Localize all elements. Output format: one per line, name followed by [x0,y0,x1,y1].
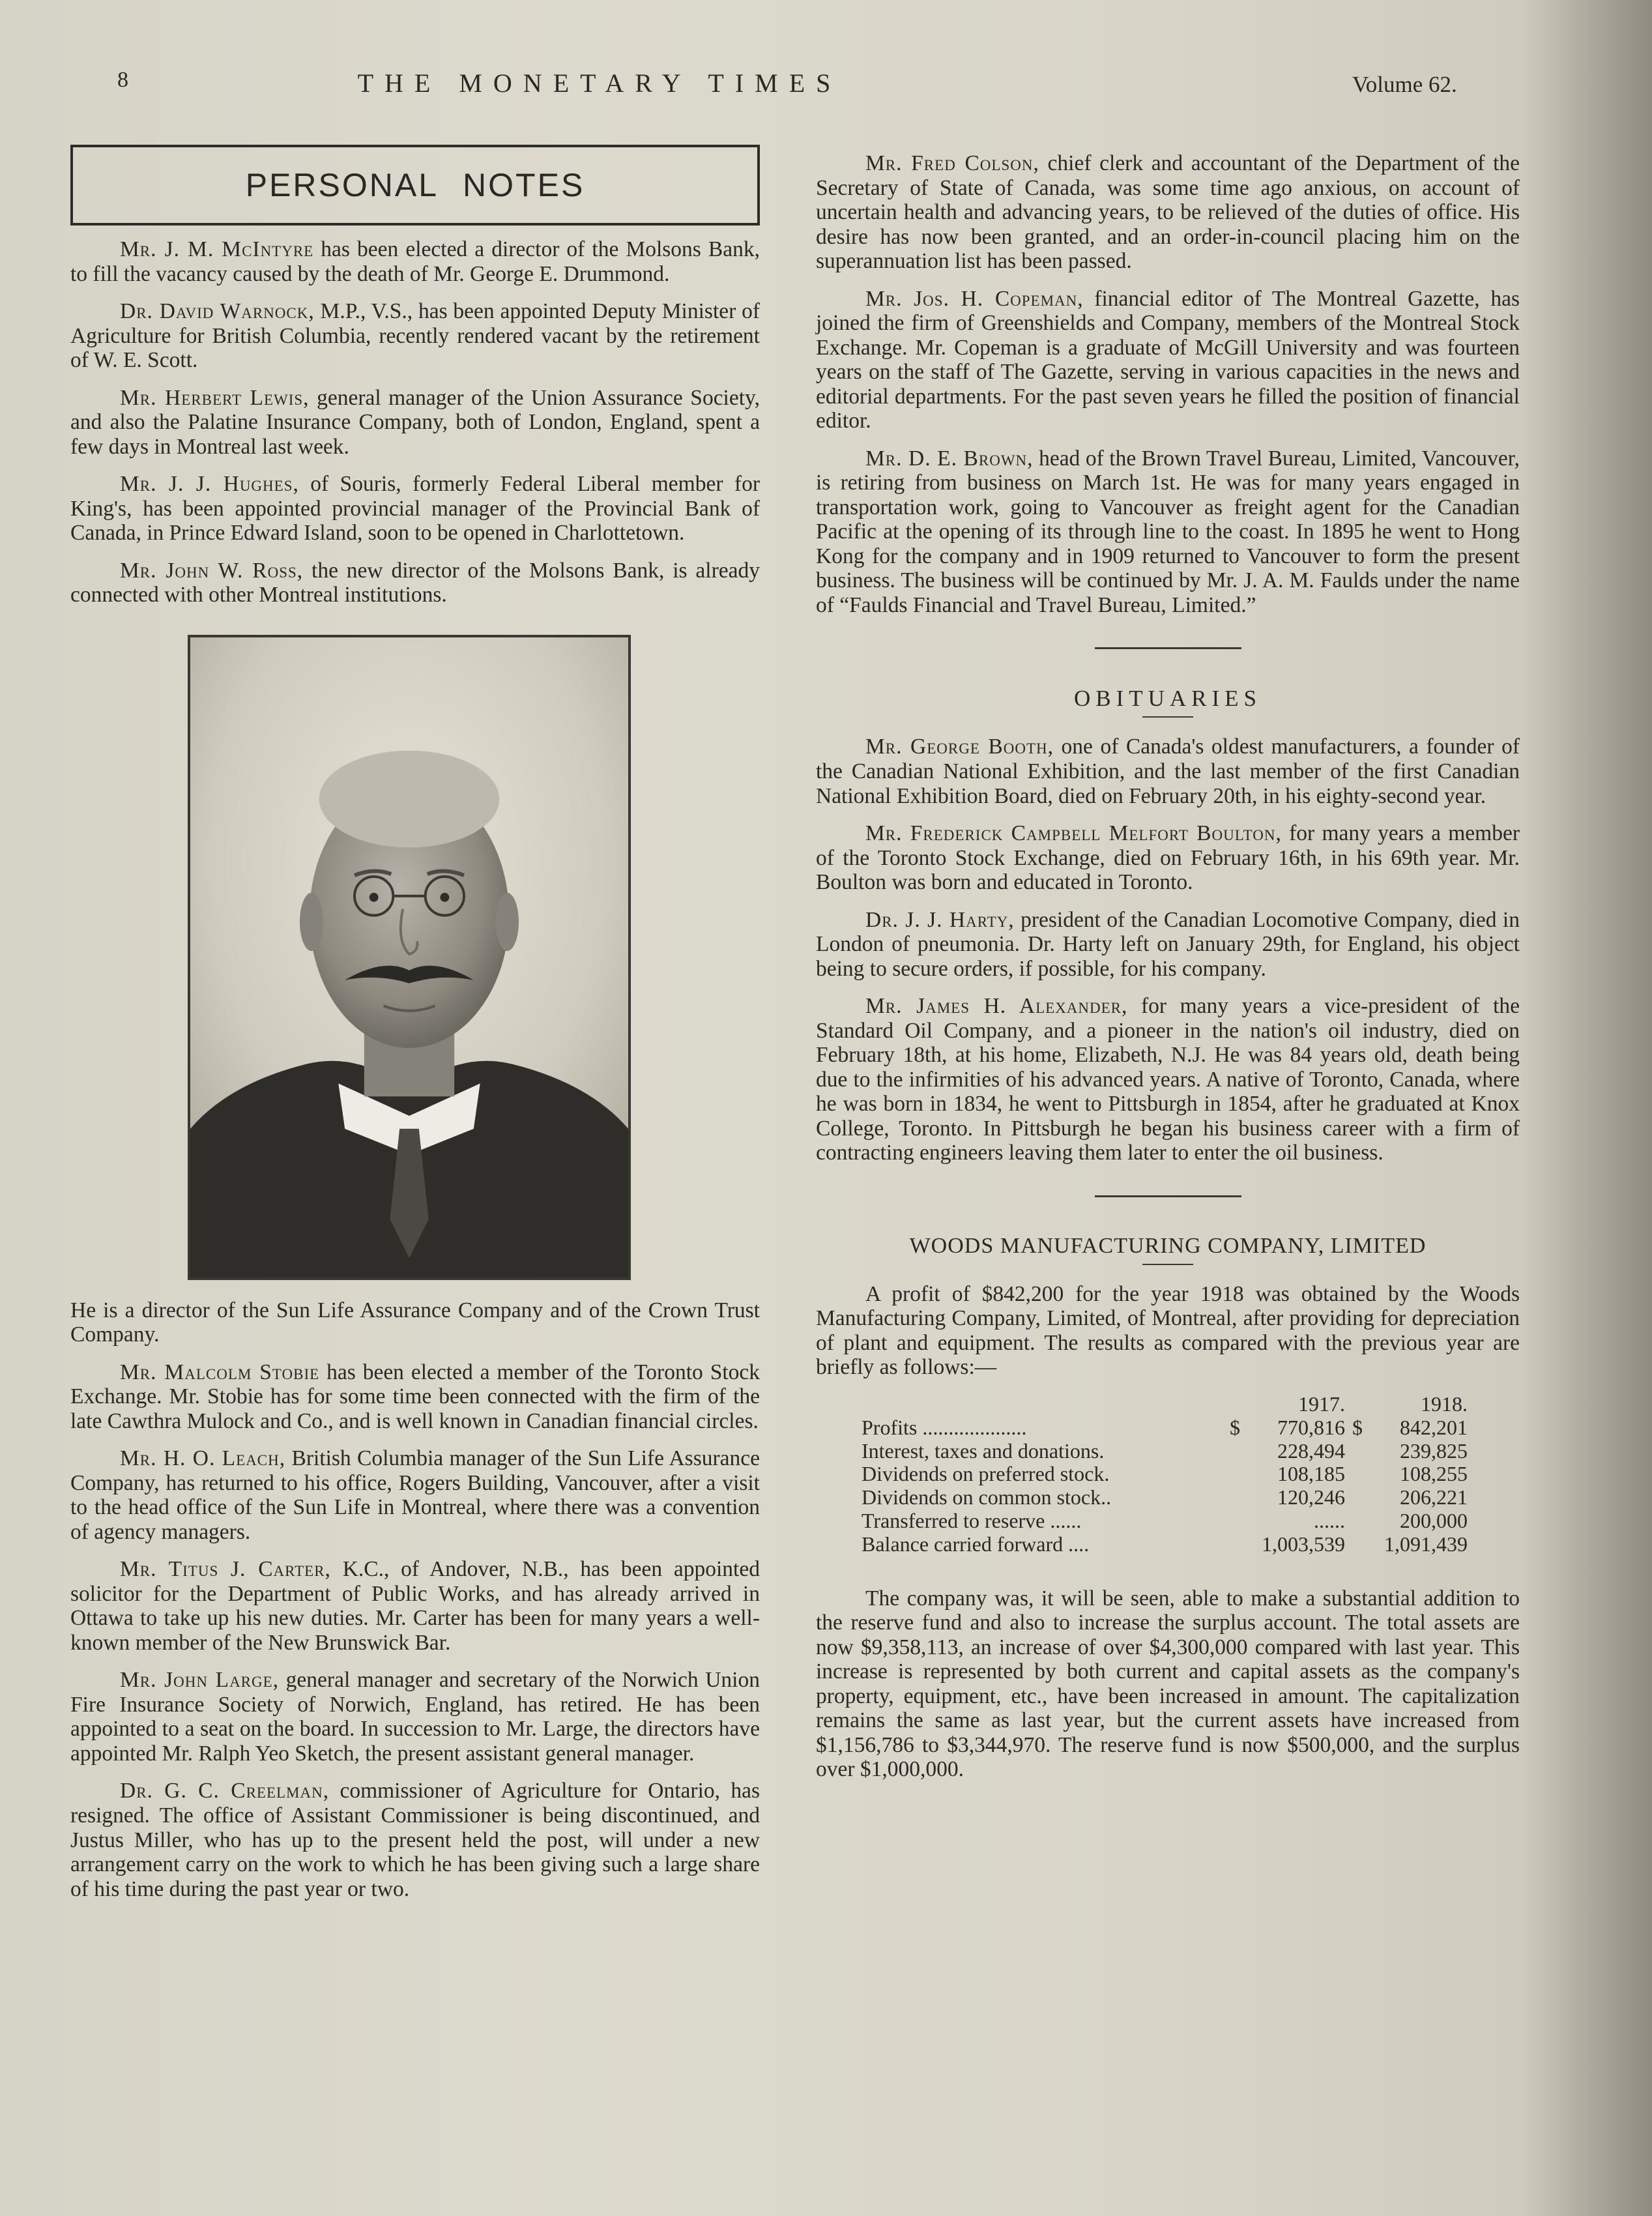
row-label: Interest, taxes and donations. [862,1438,1105,1463]
note-paragraph: Dr. David Warnock, M.P., V.S., has been appointed Deputy Minister of Agriculture for British Columbia, recently rendered vacant by the retirement of W. E. Scott. [70,299,760,373]
person-name: Mr. James H. Alexander, [865,994,1128,1019]
value-1917: 770,816 [1277,1415,1345,1439]
currency-sign: $ [1230,1415,1240,1439]
note-paragraph: Mr. Malcolm Stobie has been elected a member of the Toronto Stock Exchange. Mr. Stobie has for some time been connected with the firm of the late Cawthra Mulock and Co., and is well known in Canadian financial circles. [70,1360,761,1433]
value-1918: 842,201 [1400,1415,1468,1439]
woods-intro: A profit of $842,200 for the year 1918 was obtained by the Woods Manufacturing Company, Limited, of Montreal, after providing for depreciation of plant and equipment. The results as compared with the previous year are briefly as follows:— [816,1281,1520,1380]
section-divider [1095,647,1241,649]
person-name: Mr. Fred Colson, [865,151,1039,175]
row-label: Dividends on common stock.. [862,1485,1112,1509]
person-name: Mr. Frederick Campbell Melfort Boulton, [865,821,1282,846]
person-name: Mr. George Booth, [865,735,1054,759]
currency-sign [1223,1486,1247,1509]
table-row [862,1533,1468,1556]
value-1918: 206,221 [1400,1485,1468,1509]
publication-title: THE MONETARY TIMES [357,68,842,98]
note-paragraph: Mr. J. M. McIntyre has been elected a director of the Molsons Bank, to fill the vacancy caused by the death of Mr. George E. Drummond. [70,237,760,286]
value-1918: 1,091,439 [1384,1532,1468,1556]
person-name: Mr. J. M. McIntyre [120,237,314,261]
row-label: Dividends on preferred stock. [862,1462,1110,1486]
value-1918: 200,000 [1400,1509,1468,1532]
person-name: Mr. John Large, [120,1668,280,1693]
person-name: Dr. David Warnock, [120,299,315,324]
currency-sign [1345,1440,1370,1463]
person-name: Mr. J. J. Hughes, [120,472,299,497]
left-column [70,145,760,1914]
photo-caption: He is a director of the Sun Life Assurance Company and of the Crown Trust Company. [70,1298,760,1347]
currency-sign [1223,1440,1247,1463]
note-paragraph: Mr. Jos. H. Copeman, financial editor of The Montreal Gazette, has joined the firm of Greenshields and Company, members of the Montreal Stock Exchange. Mr. Copeman is a graduate of McGill University and was fourteen years on the staff of The Gazette, serving in various capacities in the news and editorial departments. For the past seven years he filled the position of financial editor. [816,286,1520,433]
portrait-photo [188,635,631,1280]
note-paragraph: Mr. D. E. Brown, head of the Brown Travel Bureau, Limited, Vancouver, is retiring from business on March 1st. He was for many years engaged in transportation work, going to Vancouver as freight agent for the Canadian Pacific at the opening of its through line to the coast. In 1895 he went to Hong Kong for the company and in 1909 returned to Vancouver to form the present business. The business will be continued by Mr. J. A. M. Faulds under the name of “Faulds Financial and Travel Bureau, Limited.” [816,446,1520,617]
woods-closing: The company was, it will be seen, able to make a substantial addition to the reserve fund and also to increase the surplus account. The total assets are now $9,358,113, an increase of over $4,300,000 compared with last year. This increase is represented by both current and capital assets as the company's property, equipment, etc., have been increased in amount. The capitalization remains the same as last year, but the current assets have increased from $1,156,786 to $3,344,970. The reserve fund is now $500,000, and the surplus over $1,000,000. [816,1586,1520,1782]
personal-notes-heading-box [70,145,760,226]
currency-sign [1223,1463,1247,1486]
note-paragraph: Mr. Fred Colson, chief clerk and accountant of the Department of the Secretary of State of Canada, was some time ago anxious, on account of uncertain health and advancing years, to be relieved of the duties of office. His desire has now been granted, and an order-in-council placing him on the superannuation list has been passed. [816,151,1520,274]
note-paragraph: Dr. G. C. Creelman, commissioner of Agriculture for Ontario, has resigned. The office of Assistant Commissioner is being discontinued, and Justus Miller, who has up to the present held the post, will under a new arrangement carry on the work to which he has been giving such a large share of his time during the past year or two. [70,1779,761,1901]
note-paragraph: Mr. Herbert Lewis, general manager of the Union Assurance Society, and also the Palatine Insurance Company, both of London, England, spent a few days in Montreal last week. [70,385,760,459]
volume-label: Volume 62. [1352,72,1457,97]
currency-sign [1345,1486,1370,1509]
right-column [816,151,1520,1795]
value-1918: 239,825 [1400,1438,1468,1463]
currency-sign [1345,1533,1370,1556]
financial-table [862,1393,1468,1556]
row-label: Profits .................... [862,1415,1027,1439]
obituary-paragraph: Mr. George Booth, one of Canada's oldest manufacturers, a founder of the Canadian National Exhibition, and the last member of the first Canadian National Exhibition Board, died on February 20th, in his eighty-second year. [816,735,1520,808]
person-name: Mr. John W. Ross, [120,558,304,583]
note-paragraph: Mr. H. O. Leach, British Columbia manager of the Sun Life Assurance Company, has returned to his office, Rogers Building, Vancouver, after a visit to the head office of the Sun Life in Montreal, where there was a convention of agency managers. [70,1446,760,1544]
obituaries-heading: OBITUARIES [1073,686,1262,712]
value-1917: ...... [1314,1509,1345,1532]
person-name: Mr. Herbert Lewis, [120,385,310,410]
value-1917: 1,003,539 [1262,1532,1345,1556]
personal-notes-heading: PERSONAL NOTES [245,167,585,203]
table-row [862,1486,1468,1509]
table-row [862,1416,1468,1440]
column-header: 1917. [1298,1392,1345,1416]
table-row [862,1463,1468,1486]
person-name: Mr. Jos. H. Copeman, [865,286,1084,311]
value-1917: 108,185 [1277,1462,1345,1486]
person-name: Mr. H. O. Leach, [120,1446,286,1471]
table-header-row [862,1393,1468,1416]
column-header: 1918. [1421,1392,1468,1416]
person-name: Mr. D. E. Brown, [865,446,1034,471]
heading-underline [1142,1264,1193,1265]
note-paragraph: Mr. J. J. Hughes, of Souris, formerly Federal Liberal member for King's, has been appointed provincial manager of the Provincial Bank of Canada, in Prince Edward Island, soon to be opened in Charlottetown. [70,472,760,546]
table-row [862,1440,1468,1463]
person-name: Dr. J. J. Harty, [865,907,1015,932]
page-number: 8 [117,68,128,92]
obituary-paragraph: Mr. James H. Alexander, for many years a vice-president of the Standard Oil Company, and a pioneer in the nation's oil industry, died on February 18th, at his home, Elizabeth, N.J. He was 84 years old, death being due to the infirmities of his advanced years. A native of Toronto, Canada, where he was born in 1834, he went to Pittsburgh in 1854, after he graduated at Knox College, Toronto. In Pittsburgh he began his business career with a firm of contracting engineers leaving them later to enter the oil business. [816,994,1520,1165]
currency-sign [1223,1509,1247,1533]
person-name: Mr. Titus J. Carter, [120,1557,331,1582]
currency-sign: $ [1352,1415,1363,1439]
note-paragraph: Mr. Titus J. Carter, K.C., of Andover, N.B., has been appointed solicitor for the Department of Public Works, and has already arrived in Ottawa to take up his new duties. Mr. Carter has been for many years a well-known member of the New Brunswick Bar. [70,1557,760,1655]
currency-sign [1223,1533,1247,1556]
note-paragraph: Mr. John W. Ross, the new director of the Molsons Bank, is already connected with other Montreal institutions. [70,558,760,607]
value-1918: 108,255 [1400,1462,1468,1486]
table-row [862,1509,1468,1533]
value-1917: 228,494 [1277,1438,1345,1463]
section-divider [1095,1195,1241,1197]
woods-heading: WOODS MANUFACTURING COMPANY, LIMITED [909,1233,1427,1258]
heading-underline [1142,716,1193,718]
row-label: Balance carried forward .... [862,1532,1090,1556]
portrait-photo-frame [188,635,631,1280]
obituary-paragraph: Mr. Frederick Campbell Melfort Boulton, for many years a member of the Toronto Stock Exchange, died on February 16th, in his 69th year. Mr. Boulton was born and educated in Toronto. [816,821,1520,895]
currency-sign [1345,1463,1370,1486]
person-name: Dr. G. C. Creelman, [120,1779,330,1803]
person-name: Mr. Malcolm Stobie [120,1360,320,1384]
obituary-paragraph: Dr. J. J. Harty, president of the Canadian Locomotive Company, died in London of pneumonia. Dr. Harty left on January 29th, for England, his object being to secure orders, if possible, for his company. [816,907,1520,981]
row-label: Transferred to reserve ...... [862,1509,1082,1532]
value-1917: 120,246 [1277,1485,1345,1509]
page-header [0,68,1652,107]
currency-sign [1345,1509,1370,1533]
note-paragraph: Mr. John Large, general manager and secretary of the Norwich Union Fire Insurance Society of Norwich, England, has retired. He has been appointed to a seat on the board. In succession to Mr. Large, the directors have appointed Mr. Ralph Yeo Sketch, the present assistant general manager. [70,1668,760,1766]
